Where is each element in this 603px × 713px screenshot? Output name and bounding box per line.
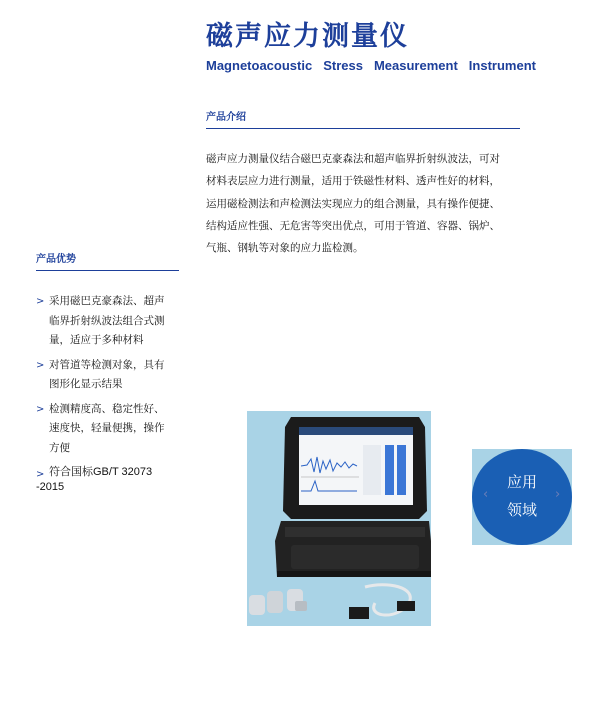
intro-heading: 产品介绍 [206,112,246,123]
page-title: 磁声应力测量仪 [206,21,409,52]
intro-line: 气瓶、钢轨等对象的应力监检测。 [206,242,364,255]
product-image [247,411,431,626]
chevron-right-icon: > [36,296,45,307]
advantage-item [36,465,186,495]
intro-divider [206,128,520,129]
intro-line: 磁声应力测量仪结合磁巴克豪森法和超声临界折射纵波法，可对 [206,153,500,165]
advantages-list [36,292,186,500]
application-label[interactable] [472,468,572,524]
advantages-divider [36,270,179,271]
intro-paragraph [206,148,522,259]
advantage-item [36,400,186,459]
advantage-line: 采用磁巴克豪森法、超声 [49,295,165,307]
advantages-heading: 产品优势 [36,254,76,265]
advantage-line: 图形化显示结果 [49,378,123,390]
chevron-right-icon[interactable]: › [555,487,561,502]
subtitle-word: Magnetoacoustic [206,58,313,73]
advantage-item [36,292,186,351]
intro-line: 结构适应性强、无危害等突出优点，可用于管道、容器、锅炉、 [206,219,500,232]
advantage-item [36,356,186,395]
advantage-line: -2015 [36,481,65,493]
page-subtitle [206,58,536,73]
advantage-line: 对管道等检测对象，具有 [49,358,165,371]
application-label-line: 领域 [506,501,537,519]
chevron-right-icon: > [36,469,45,480]
advantage-line: 量，适应于多种材料 [49,334,144,346]
chevron-right-icon: > [36,403,45,415]
advantage-line: 速度快，轻量便携，操作 [49,422,165,434]
advantage-line: 符合国标GB/T 32073 [49,466,153,478]
advantage-line: 检测精度高、稳定性好、 [49,402,165,415]
subtitle-word: Stress [323,58,363,73]
application-label-line: 应用 [506,473,537,491]
advantage-line: 方便 [49,441,70,454]
intro-line: 运用磁检测法和声检测法实现应力的组合测量，具有操作便捷、 [206,197,500,210]
chevron-right-icon: > [36,359,45,371]
instrument-illustration [247,411,431,626]
intro-line: 材料表层应力进行测量，适用于铁磁性材料、透声性好的材料， [206,175,500,188]
subtitle-word: Instrument [468,58,536,73]
subtitle-word: Measurement [373,58,458,73]
chevron-left-icon[interactable]: ‹ [483,487,489,502]
advantage-line: 临界折射纵波法组合式测 [49,314,165,327]
